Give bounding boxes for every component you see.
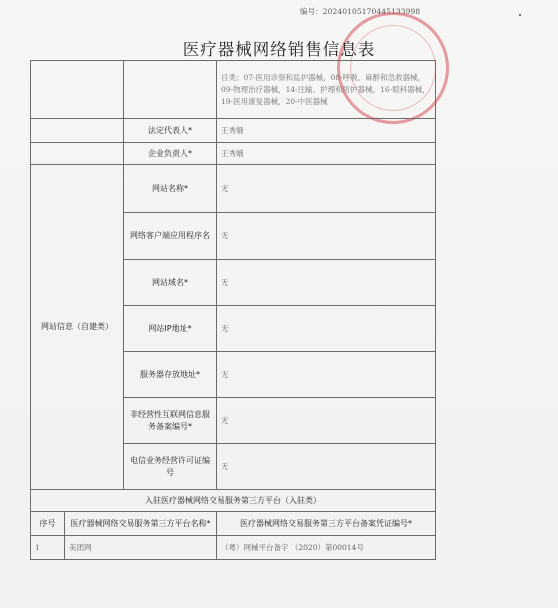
page-title: 医疗器械网络销售信息表 bbox=[182, 40, 376, 59]
info-table bbox=[30, 60, 436, 560]
header-seq: 序号 bbox=[31, 512, 65, 536]
legal-rep-label: 法定代表人* bbox=[124, 119, 217, 143]
enterprise-head-value: 王秀娥 bbox=[217, 143, 436, 165]
website-row bbox=[31, 165, 436, 213]
enterprise-head-row bbox=[31, 143, 436, 165]
app-name-value: 无 bbox=[217, 213, 436, 260]
legal-rep-row bbox=[31, 119, 436, 143]
platform-name: 美团网 bbox=[65, 536, 217, 560]
document-number: 编号：20240105170445133998 bbox=[300, 7, 421, 16]
platform-header-row bbox=[31, 512, 436, 536]
mark-dot bbox=[519, 14, 521, 16]
domain-value: 无 bbox=[217, 260, 436, 306]
website-group-label: 网站信息（自建类） bbox=[31, 165, 124, 490]
scope-row bbox=[31, 61, 436, 119]
header-platform-name: 医疗器械网络交易服务第三方平台名称* bbox=[65, 512, 217, 536]
table-row bbox=[31, 536, 436, 560]
ip-value: 无 bbox=[217, 306, 436, 352]
platform-seq: 1 bbox=[31, 536, 65, 560]
telecom-license-label: 电信业务经营许可证编号 bbox=[124, 444, 217, 490]
telecom-license-value: 无 bbox=[217, 444, 436, 490]
business-scope-text: 目类；07-医用诊察和监护器械，08-呼吸、麻醉和急救器械，09-物理治疗器械，14-注输、护理和防护器械，16-眼科器械，19-医用康复器械，20-中医器械 bbox=[217, 61, 436, 119]
website-name-value: 无 bbox=[217, 165, 436, 213]
domain-label: 网站域名* bbox=[124, 260, 217, 306]
scope-label-cell bbox=[124, 61, 217, 119]
website-name-label: 网站名称* bbox=[124, 165, 217, 213]
icp-record-label: 非经营性互联网信息服务备案编号* bbox=[124, 398, 217, 444]
enterprise-head-label: 企业负责人* bbox=[124, 143, 217, 165]
ip-label: 网站IP地址* bbox=[124, 306, 217, 352]
server-address-value: 无 bbox=[217, 352, 436, 398]
app-name-label: 网络客户端应用程序名 bbox=[124, 213, 217, 260]
platform-section-row bbox=[31, 490, 436, 512]
icp-record-value: 无 bbox=[217, 398, 436, 444]
scope-left-cell bbox=[31, 61, 124, 119]
platform-cert: （粤）网械平台备字 （2020）第00014号 bbox=[217, 536, 436, 560]
server-address-label: 服务器存放地址* bbox=[124, 352, 217, 398]
header-cert-number: 医疗器械网络交易服务第三方平台备案凭证编号* bbox=[217, 512, 436, 536]
legal-rep-value: 王秀娥 bbox=[217, 119, 436, 143]
platform-section-title: 入驻医疗器械网络交易服务第三方平台（入驻类） bbox=[31, 490, 436, 512]
